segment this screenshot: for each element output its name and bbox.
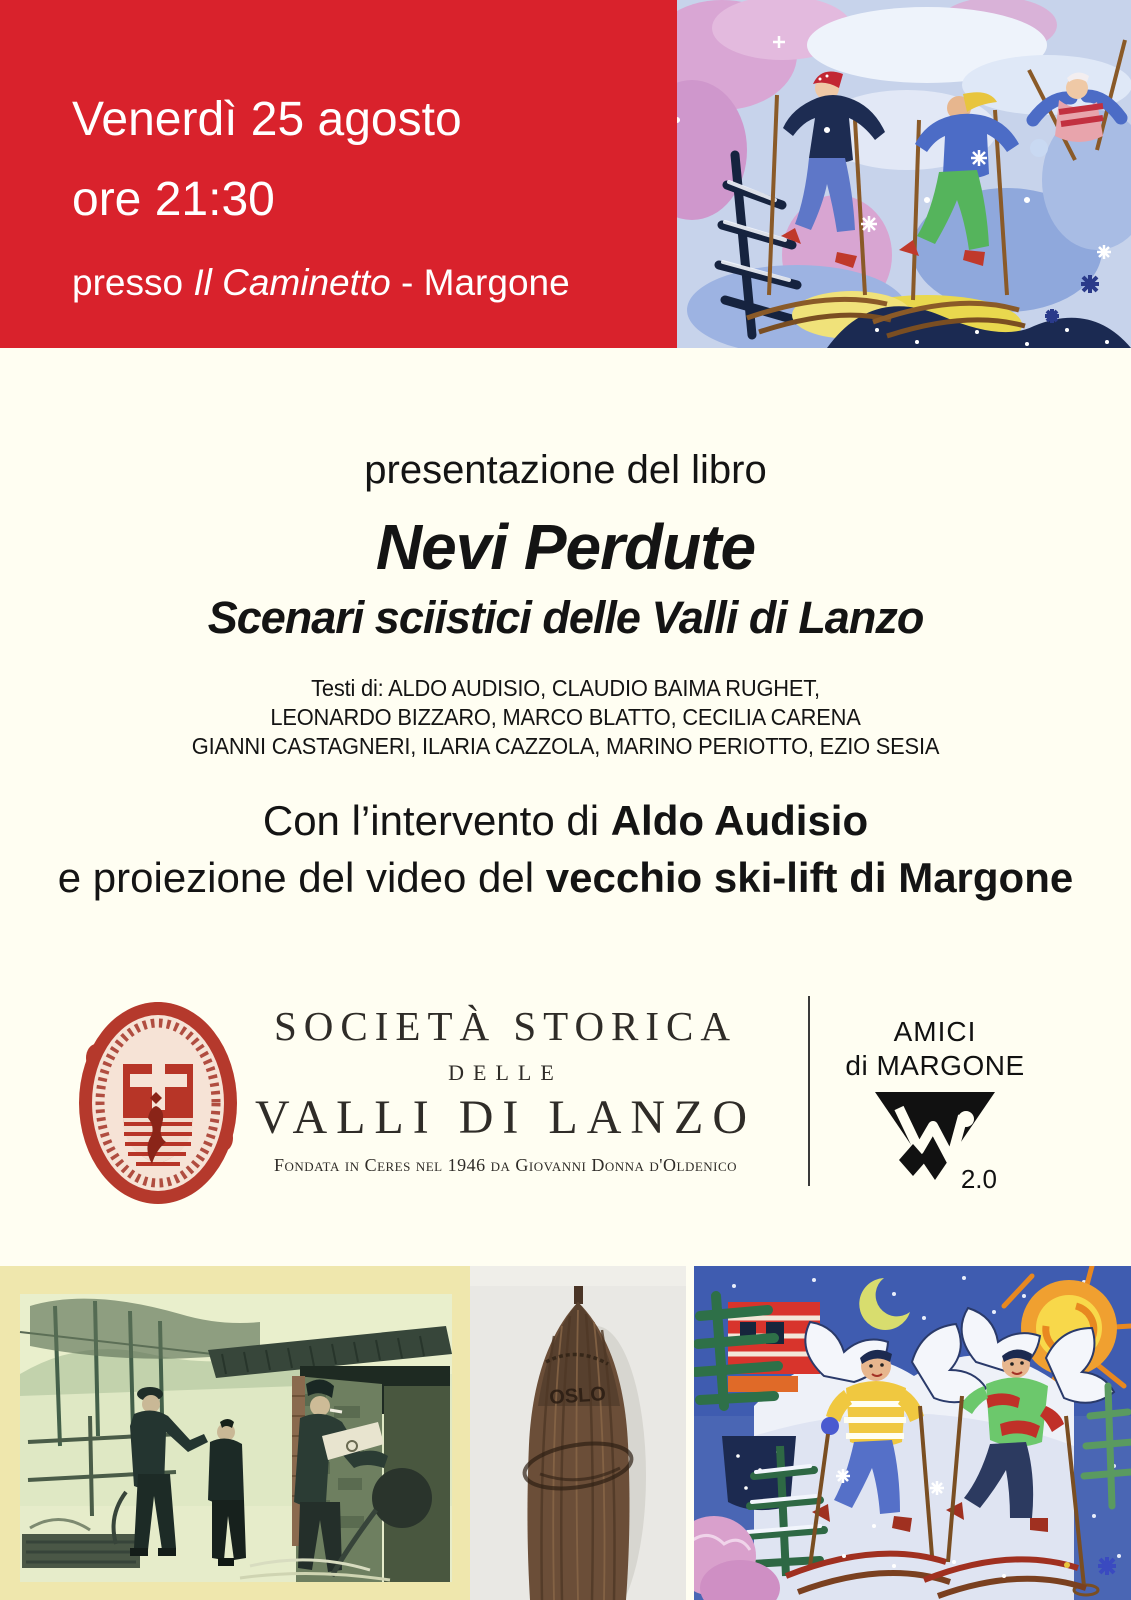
speaker-line [0,797,1131,845]
speaker-prefix: Con l’intervento di [262,797,611,844]
book-title: Nevi Perdute [375,511,756,583]
authors-line-1: Testi di: ALDO AUDISIO, CLAUDIO BAIMA RUGHET, [311,675,820,701]
watercolor-skiers-illustration [677,0,1131,348]
winged-skiers-illustration [694,1266,1131,1600]
speaker-name: Aldo Audisio [610,797,869,844]
society-founding-line: Fondata in Ceres nel 1946 da Giovanni Donna d'Oldenico [273,1155,738,1175]
amici-line1: AMICI [893,1016,977,1047]
society-name-line1: SOCIETÀ STORICA [273,1003,738,1049]
event-venue [72,262,570,304]
logo-divider [808,996,810,1186]
society-name-line3: VALLI DI LANZO [254,1091,757,1144]
venue-prefix: presso [72,262,194,303]
wooden-ski-tip-photo [470,1266,686,1600]
authors-line-3: GIANNI CASTAGNERI, ILARIA CAZZOLA, MARINO PERIOTTO, EZIO SESIA [191,733,940,759]
book-subtitle: Scenari sciistici delle Valli di Lanzo [207,592,924,643]
authors-block [0,674,1131,761]
amici-line2: di MARGONE [845,1050,1025,1081]
venue-name: Il Caminetto [193,262,391,303]
ski-stamp-text: OSLO [548,1383,607,1409]
event-time: ore 21:30 [72,173,275,226]
vintage-skilift-photo [0,1266,470,1600]
event-date: Venerdì 25 agosto [72,93,462,146]
venue-suffix: - Margone [390,262,570,303]
society-logo-block [248,1002,763,1176]
event-info-block [0,0,677,348]
video-highlight: vecchio ski-lift di Margone [545,854,1074,901]
video-line [0,854,1131,902]
amici-version: 2.0 [960,1164,997,1194]
amici-logo-block [845,1016,1025,1194]
authors-line-2: LEONARDO BIZZARO, MARCO BLATTO, CECILIA CARENA [270,704,861,730]
society-name-line2: DELLE [448,1060,563,1085]
video-prefix: e proiezione del video del [57,854,546,901]
amici-mark [869,1082,1001,1194]
kicker: presentazione del libro [364,448,767,492]
society-seal-icon [76,998,240,1208]
